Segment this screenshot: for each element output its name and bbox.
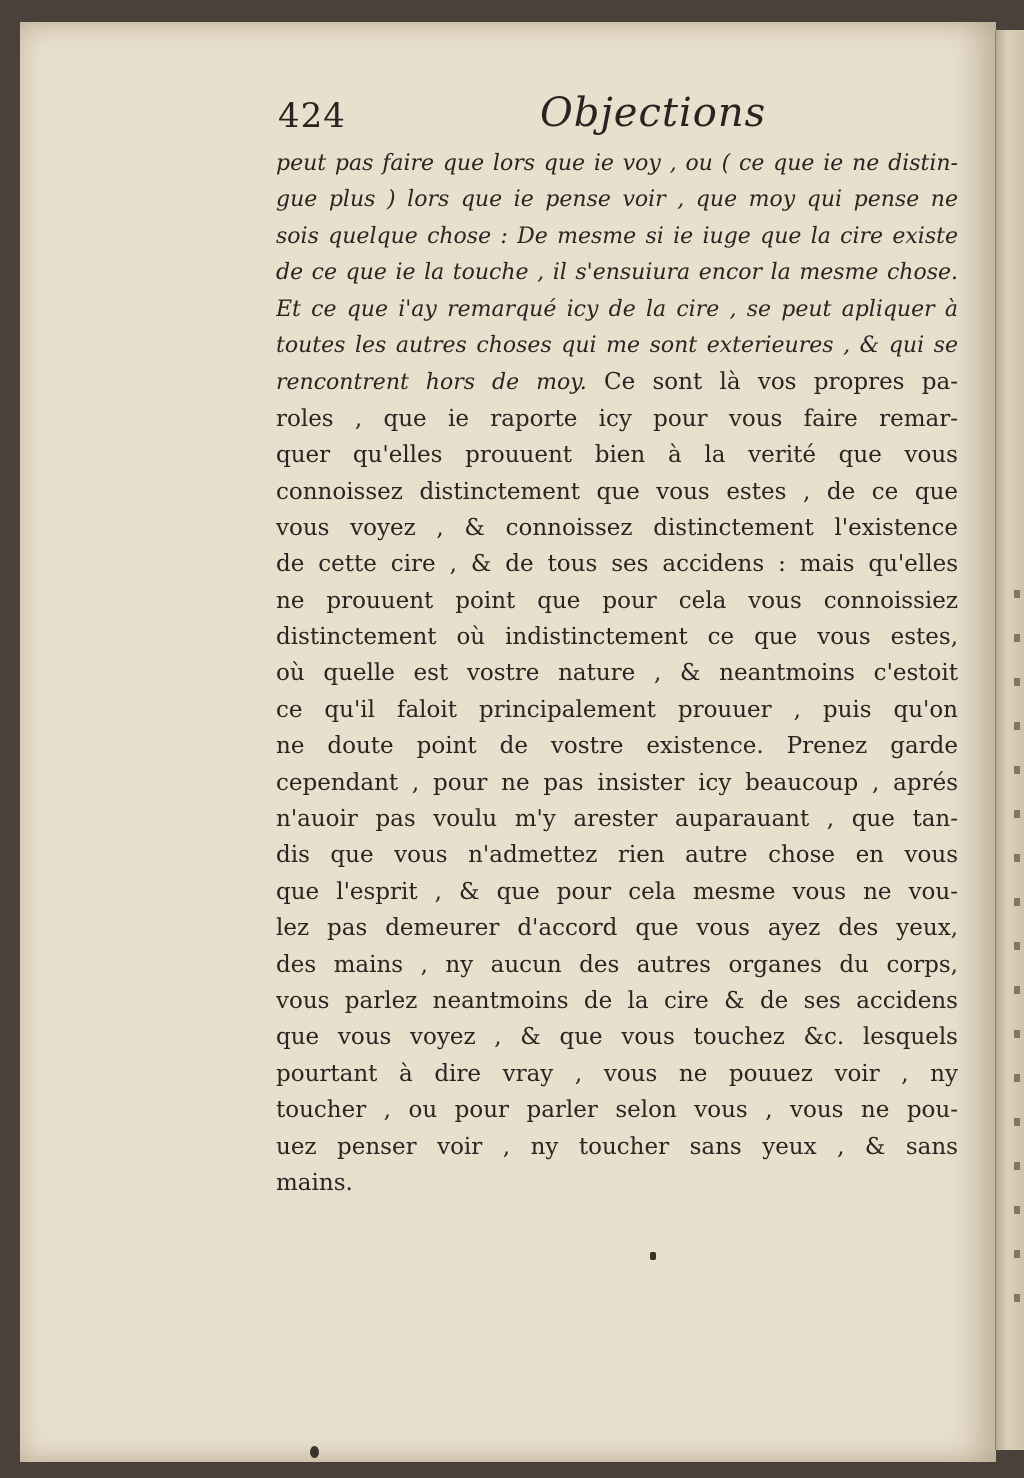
text-line xyxy=(276,837,958,873)
text-line xyxy=(276,801,958,837)
text-line xyxy=(276,728,958,764)
text-line-content: distinctement où indistinctement ce que vous estes, xyxy=(276,624,958,651)
text-line xyxy=(276,255,958,291)
text-line xyxy=(276,655,958,691)
text-line-roman-segment: Ce sont là vos propres pa- xyxy=(586,369,958,396)
text-line-content: des mains , ny aucun des autres organes du corps, xyxy=(276,951,958,978)
text-line-content: vous voyez , & connoissez distinctement l'existence xyxy=(276,514,958,541)
text-line-content: peut pas faire que lors que ie voy , ou ( ce que ie ne distin- xyxy=(276,151,958,176)
text-line-content: dis que vous n'admettez rien autre chose en vous xyxy=(276,842,958,869)
text-line-content: de ce que ie la touche , il s'ensuiura encor la mesme chose. xyxy=(276,260,958,286)
text-line xyxy=(276,983,958,1019)
text-line xyxy=(276,401,958,437)
text-line xyxy=(276,546,958,582)
text-line-content: sois quelque chose : De mesme si ie iuge que la cire existe xyxy=(276,223,958,249)
text-line-content: de cette cire , & de tous ses accidens : mais qu'elles xyxy=(276,551,958,578)
text-line-content: où quelle est vostre nature , & neantmoins c'estoit xyxy=(276,660,958,687)
text-line xyxy=(276,583,958,619)
text-line xyxy=(276,947,958,983)
text-line xyxy=(276,182,958,218)
text-line-content: mains. xyxy=(276,1169,353,1196)
text-line xyxy=(276,1019,958,1055)
text-line xyxy=(276,1129,958,1165)
text-line xyxy=(276,874,958,910)
book-page xyxy=(20,22,996,1462)
text-line xyxy=(276,510,958,546)
text-line xyxy=(276,219,958,255)
text-line-content: quer qu'elles prouuent bien à la verité que vous xyxy=(276,442,958,469)
ink-mark xyxy=(650,1252,656,1260)
running-title: Objections xyxy=(540,90,767,136)
ink-spot xyxy=(310,1446,319,1458)
text-line-content: gue plus ) lors que ie pense voir , que moy qui pense ne xyxy=(276,187,958,213)
text-line-content: ce qu'il faloit principalement prouuer , puis qu'on xyxy=(276,696,958,723)
text-line xyxy=(276,146,958,182)
text-line xyxy=(276,328,958,364)
facing-page-edge xyxy=(995,30,1024,1450)
text-line-content: lez pas demeurer d'accord que vous ayez des yeux, xyxy=(276,915,958,942)
text-line-content: ne prouuent point que pour cela vous connoissiez xyxy=(276,587,958,614)
text-line-content: uez penser voir , ny toucher sans yeux , & sans xyxy=(276,1133,958,1160)
page-number: 424 xyxy=(278,96,346,136)
text-line xyxy=(276,619,958,655)
text-line-content: vous parlez neantmoins de la cire & de ses accidens xyxy=(276,987,958,1014)
text-line-content: roles , que ie raporte icy pour vous faire remar- xyxy=(276,405,958,432)
text-line-content: n'auoir pas voulu m'y arester auparauant , que tan- xyxy=(276,806,958,833)
text-line-content: cependant , pour ne pas insister icy beaucoup , aprés xyxy=(276,769,958,796)
text-line-content: Et ce que i'ay remarqué icy de la cire , se peut apliquer à xyxy=(276,296,958,322)
text-line-content: que l'esprit , & que pour cela mesme vous ne vou- xyxy=(276,878,958,905)
facing-page-text-marks xyxy=(1014,590,1020,1310)
page-header xyxy=(278,90,767,150)
text-line xyxy=(276,1056,958,1092)
text-line xyxy=(276,474,958,510)
body-text xyxy=(276,146,958,1201)
text-line xyxy=(276,364,958,400)
text-line xyxy=(276,765,958,801)
text-line-content: que vous voyez , & que vous touchez &c. lesquels xyxy=(276,1024,958,1051)
text-line xyxy=(276,692,958,728)
text-line xyxy=(276,292,958,328)
text-line xyxy=(276,910,958,946)
text-line xyxy=(276,1165,958,1201)
text-line-content: toucher , ou pour parler selon vous , vous ne pou- xyxy=(276,1097,958,1124)
text-line-content: pourtant à dire vray , vous ne pouuez voir , ny xyxy=(276,1060,958,1087)
text-line-content: ne doute point de vostre existence. Prenez garde xyxy=(276,733,958,760)
text-line xyxy=(276,1092,958,1128)
text-line-content: toutes les autres choses qui me sont exterieures , & qui se xyxy=(276,332,958,358)
text-line-content: rencontrent hors de moy. xyxy=(276,370,587,396)
text-line-content: connoissez distinctement que vous estes , de ce que xyxy=(276,478,958,505)
text-line xyxy=(276,437,958,473)
